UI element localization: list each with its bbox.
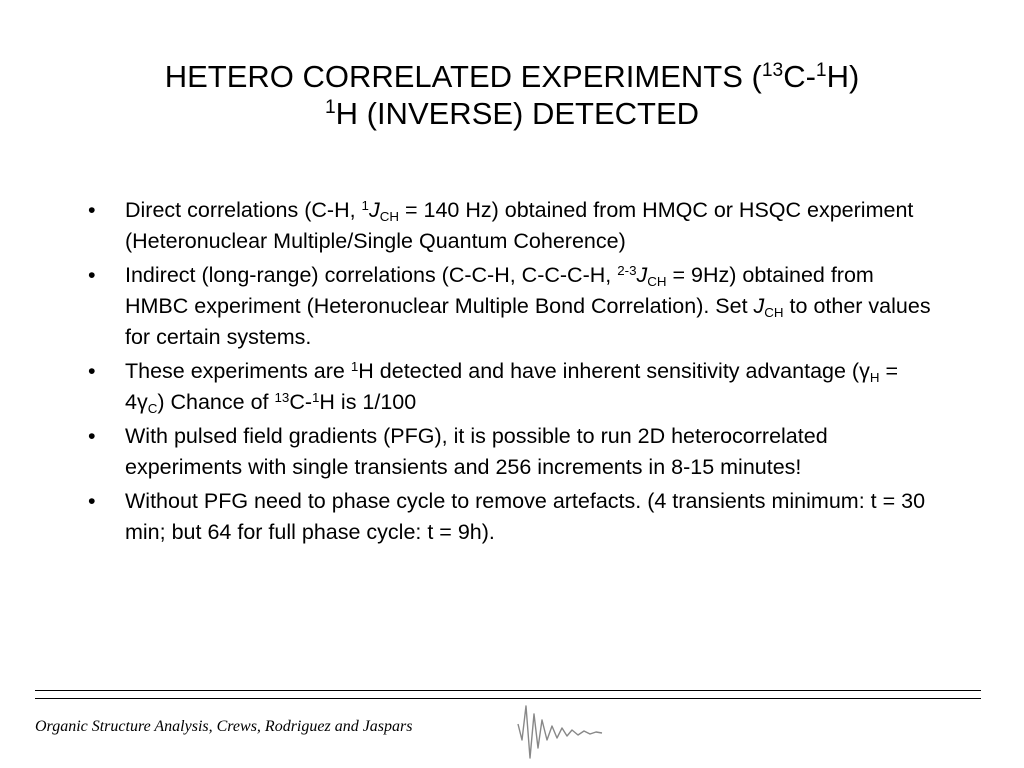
bullet-text: These experiments are $^1$H detected and have inherent sensitivity advantage $(\gamma_H = 4\gamma_C)$ Chance of $^{13}$C-$^1$H is 1/100	[125, 358, 898, 416]
bullet-item-without-pfg	[88, 486, 938, 548]
bullet-text: Direct correlations (C-H, $^1J_{CH} = 140$ Hz) obtained from HMQC or HSQC experiment (Heteronuclear Multiple/Single Quantum Coherence)	[125, 197, 914, 253]
bullet-item-indirect-correlations	[88, 260, 938, 353]
footer-credit: Organic Structure Analysis, Crews, Rodriguez and Jaspars	[35, 718, 413, 735]
bullet-icon: •	[88, 489, 96, 513]
bullet-text: With pulsed field gradients (PFG), it is possible to run 2D heterocorrelated experiments with single transients and 256 increments in 8-15 minutes!	[125, 424, 828, 479]
bullet-icon: •	[88, 424, 96, 448]
bullet-icon: •	[88, 263, 96, 287]
fid-wave-icon	[516, 700, 606, 762]
bullet-icon: •	[88, 198, 96, 222]
title-line-1: HETERO CORRELATED EXPERIMENTS ($^{13}$C-$^1$H)	[164, 59, 860, 94]
bullet-text: Indirect (long-range) correlations (C-C-H, C-C-C-H, $^{2-3}J_{CH} = 9Hz$) obtained from HMBC experiment (Heteronuclear Multiple Bond Correlation). Set $J_{CH}$ to other values for certain systems.	[125, 262, 931, 349]
footer-divider-top	[35, 690, 981, 691]
bullet-text: Without PFG need to phase cycle to remove artefacts. (4 transients minimum: t = 30 min; but 64 for full phase cycle: t = 9h).	[125, 489, 926, 544]
title-line-2: $^1$H (INVERSE) DETECTED	[324, 96, 700, 131]
bullet-item-direct-correlations	[88, 195, 938, 257]
bullet-item-pfg	[88, 421, 938, 483]
bullet-icon: •	[88, 359, 96, 383]
bullet-item-sensitivity	[88, 356, 938, 418]
slide-title	[0, 58, 1024, 132]
bullet-list	[88, 195, 938, 551]
footer-divider-bottom	[35, 698, 981, 699]
